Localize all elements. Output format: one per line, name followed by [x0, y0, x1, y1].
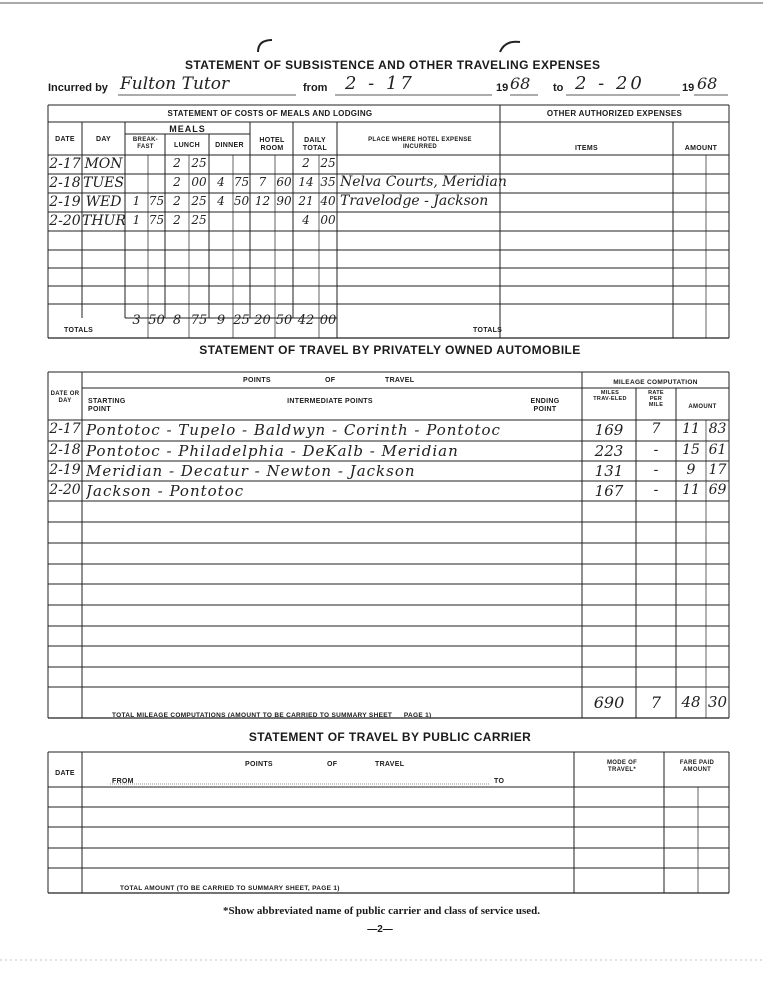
- auto-amount-cents[interactable]: 69: [708, 482, 727, 498]
- carrier-travel-label: TRAVEL: [375, 761, 405, 768]
- total-hotel-cents[interactable]: 50: [275, 313, 293, 328]
- lunch-cents[interactable]: 00: [191, 175, 207, 189]
- total-daily-total-dollars[interactable]: 42: [297, 313, 315, 328]
- auto-amount-dollars[interactable]: 11: [682, 421, 700, 437]
- rate-per-mile[interactable]: 7: [651, 421, 661, 437]
- lunch-dollars[interactable]: 2: [173, 213, 181, 227]
- hotel-dollars[interactable]: 12: [254, 194, 271, 208]
- breakfast-cents[interactable]: 75: [148, 213, 165, 227]
- daily-total-cents[interactable]: 25: [320, 156, 336, 170]
- to-date-value[interactable]: 2 - 20: [575, 73, 645, 94]
- carrier-section-title: STATEMENT OF TRAVEL BY PUBLIC CARRIER: [248, 730, 532, 744]
- incurred-by-label: Incurred by: [48, 82, 108, 94]
- total-breakfast-dollars[interactable]: 3: [132, 313, 141, 328]
- meals-row-day[interactable]: THUR: [82, 213, 126, 229]
- miles-traveled[interactable]: 223: [594, 442, 624, 460]
- auto-route[interactable]: Pontotoc - Tupelo - Baldwyn - Corinth - Pontotoc: [86, 421, 501, 439]
- auto-date-header: DATE OR DAY: [50, 391, 80, 404]
- miles-traveled[interactable]: 167: [594, 482, 624, 500]
- auto-row-date[interactable]: 2-19: [49, 462, 81, 478]
- meals-row-day[interactable]: MON: [84, 156, 123, 172]
- total-hotel-dollars[interactable]: 20: [254, 313, 271, 328]
- intermediate-points-header: INTERMEDIATE POINTS: [287, 398, 373, 405]
- daily-total-header: DAILY TOTAL: [302, 137, 328, 152]
- amount-header: AMOUNT: [684, 145, 718, 152]
- hotel-room-header: HOTEL ROOM: [259, 137, 285, 152]
- rate-per-mile-header: RATE PER MILE: [648, 390, 664, 408]
- rate-per-mile[interactable]: -: [653, 442, 659, 458]
- rate-per-mile[interactable]: -: [653, 482, 659, 498]
- daily-total-dollars[interactable]: 2: [302, 156, 310, 170]
- breakfast-dollars[interactable]: 1: [132, 194, 141, 208]
- total-dinner-cents[interactable]: 25: [233, 313, 250, 328]
- to-year-prefix: 19: [682, 82, 695, 94]
- auto-amount-cents[interactable]: 17: [708, 462, 727, 478]
- total-amount-dollars[interactable]: 48: [681, 693, 701, 711]
- hotel-cents[interactable]: 60: [276, 175, 292, 189]
- dinner-cents[interactable]: 50: [233, 194, 250, 208]
- auto-row-date[interactable]: 2-20: [49, 482, 81, 498]
- footer-note: *Show abbreviated name of public carrier and class of service used.: [222, 905, 541, 917]
- items-header: ITEMS: [575, 145, 598, 152]
- meals-row-day[interactable]: WED: [85, 194, 122, 210]
- carrier-date-header: DATE: [55, 770, 75, 777]
- breakfast-cents[interactable]: 75: [148, 194, 165, 208]
- carrier-total-label: TOTAL AMOUNT (TO BE CARRIED TO SUMMARY SHEET, PAGE 1): [120, 885, 340, 892]
- meals-group-header: MEALS: [169, 124, 206, 134]
- total-lunch-cents[interactable]: 75: [190, 313, 208, 328]
- total-dinner-dollars[interactable]: 9: [216, 313, 226, 328]
- meals-totals-label: TOTALS: [64, 327, 94, 334]
- from-date-value[interactable]: 2 - 17: [345, 73, 415, 94]
- to-year-value[interactable]: 68: [697, 74, 718, 93]
- lunch-dollars[interactable]: 2: [173, 175, 181, 189]
- lunch-cents[interactable]: 25: [191, 213, 207, 227]
- daily-total-cents[interactable]: 00: [320, 213, 336, 227]
- auto-route[interactable]: Pontotoc - Philadelphia - DeKalb - Meridian: [86, 442, 459, 460]
- lunch-header: LUNCH: [174, 142, 200, 149]
- auto-route[interactable]: Jackson - Pontotoc: [86, 482, 245, 500]
- from-label: from: [303, 82, 328, 94]
- total-amount-cents[interactable]: 30: [707, 693, 728, 711]
- hotel-dollars[interactable]: 7: [258, 175, 267, 189]
- total-rate-value[interactable]: 7: [650, 693, 662, 712]
- meals-row-date[interactable]: 2-17: [49, 156, 81, 172]
- carrier-from-label: FROM: [112, 778, 134, 785]
- from-year-value[interactable]: 68: [510, 74, 531, 93]
- auto-amount-dollars[interactable]: 9: [686, 462, 696, 478]
- starting-point-header: STARTING POINT: [88, 398, 126, 413]
- auto-points-label: POINTS: [243, 377, 271, 384]
- auto-amount-dollars[interactable]: 15: [682, 442, 700, 458]
- breakfast-dollars[interactable]: 1: [132, 213, 141, 227]
- to-label: to: [553, 82, 564, 94]
- daily-total-cents[interactable]: 40: [320, 194, 336, 208]
- lunch-cents[interactable]: 25: [191, 156, 207, 170]
- lunch-cents[interactable]: 25: [191, 194, 207, 208]
- meals-row-date[interactable]: 2-18: [49, 175, 81, 191]
- total-mileage-label: TOTAL MILEAGE COMPUTATIONS (AMOUNT TO BE CARRIED TO SUMMARY SHEET___PAGE 1): [112, 712, 432, 719]
- meals-section-title: STATEMENT OF COSTS OF MEALS AND LODGING: [167, 109, 373, 118]
- daily-total-dollars[interactable]: 14: [298, 175, 314, 189]
- from-year-prefix: 19: [496, 82, 509, 94]
- meals-row-date[interactable]: 2-19: [49, 194, 81, 210]
- dinner-dollars[interactable]: 4: [217, 194, 225, 208]
- total-breakfast-cents[interactable]: 50: [148, 313, 165, 328]
- dinner-dollars[interactable]: 4: [217, 175, 225, 189]
- hotel-cents[interactable]: 90: [276, 194, 292, 208]
- auto-amount-cents[interactable]: 61: [708, 442, 727, 458]
- other-section-title: OTHER AUTHORIZED EXPENSES: [546, 109, 683, 118]
- carrier-points-label: POINTS: [245, 761, 273, 768]
- incurred-by-value[interactable]: Fulton Tutor: [120, 74, 230, 94]
- auto-row-date[interactable]: 2-17: [49, 421, 81, 437]
- meals-row-day[interactable]: TUES: [83, 175, 124, 191]
- total-lunch-dollars[interactable]: 8: [172, 313, 182, 328]
- miles-traveled-header: MILES TRAV-ELED: [593, 390, 627, 402]
- hotel-place[interactable]: Nelva Courts, Meridian: [340, 174, 507, 190]
- mileage-computation-header: MILEAGE COMPUTATION: [613, 379, 698, 386]
- carrier-to-label: TO: [494, 778, 505, 785]
- meals-row-date[interactable]: 2-20: [49, 213, 81, 229]
- auto-route[interactable]: Meridian - Decatur - Newton - Jackson: [86, 462, 416, 480]
- daily-total-cents[interactable]: 35: [320, 175, 336, 189]
- auto-travel-label: TRAVEL: [385, 377, 415, 384]
- fare-paid-header: FARE PAID AMOUNT: [679, 760, 715, 773]
- total-daily-total-cents[interactable]: 00: [319, 313, 337, 328]
- mode-of-travel-header: MODE OF TRAVEL*: [606, 760, 638, 773]
- auto-of-label: OF: [325, 377, 336, 384]
- auto-amount-dollars[interactable]: 11: [682, 482, 700, 498]
- ending-point-header: ENDING POINT: [530, 398, 560, 413]
- miles-traveled[interactable]: 131: [594, 462, 624, 480]
- meals-date-header: DATE: [55, 136, 75, 143]
- auto-row-date[interactable]: 2-18: [49, 442, 81, 458]
- auto-section-title: STATEMENT OF TRAVEL BY PRIVATELY OWNED AUTOMOBILE: [199, 343, 581, 357]
- lunch-dollars[interactable]: 2: [173, 194, 181, 208]
- carrier-of-label: OF: [327, 761, 338, 768]
- page-number: —2—: [367, 924, 393, 935]
- miles-traveled[interactable]: 169: [594, 421, 624, 439]
- auto-amount-cents[interactable]: 83: [708, 421, 727, 437]
- rate-per-mile[interactable]: -: [653, 462, 659, 478]
- daily-total-dollars[interactable]: 4: [302, 213, 310, 227]
- breakfast-header: BREAK-FAST: [132, 137, 159, 150]
- place-header: PLACE WHERE HOTEL EXPENSE INCURRED: [368, 137, 472, 150]
- total-miles-value[interactable]: 690: [593, 693, 625, 712]
- meals-day-header: DAY: [95, 136, 112, 143]
- lunch-dollars[interactable]: 2: [173, 156, 181, 170]
- form-title: STATEMENT OF SUBSISTENCE AND OTHER TRAVELING EXPENSES: [185, 58, 601, 72]
- other-totals-label: TOTALS: [473, 327, 503, 334]
- hotel-place[interactable]: Travelodge - Jackson: [340, 193, 489, 209]
- dinner-cents[interactable]: 75: [233, 175, 250, 189]
- auto-amount-header: AMOUNT: [688, 404, 717, 410]
- dinner-header: DINNER: [215, 142, 244, 149]
- daily-total-dollars[interactable]: 21: [298, 194, 314, 208]
